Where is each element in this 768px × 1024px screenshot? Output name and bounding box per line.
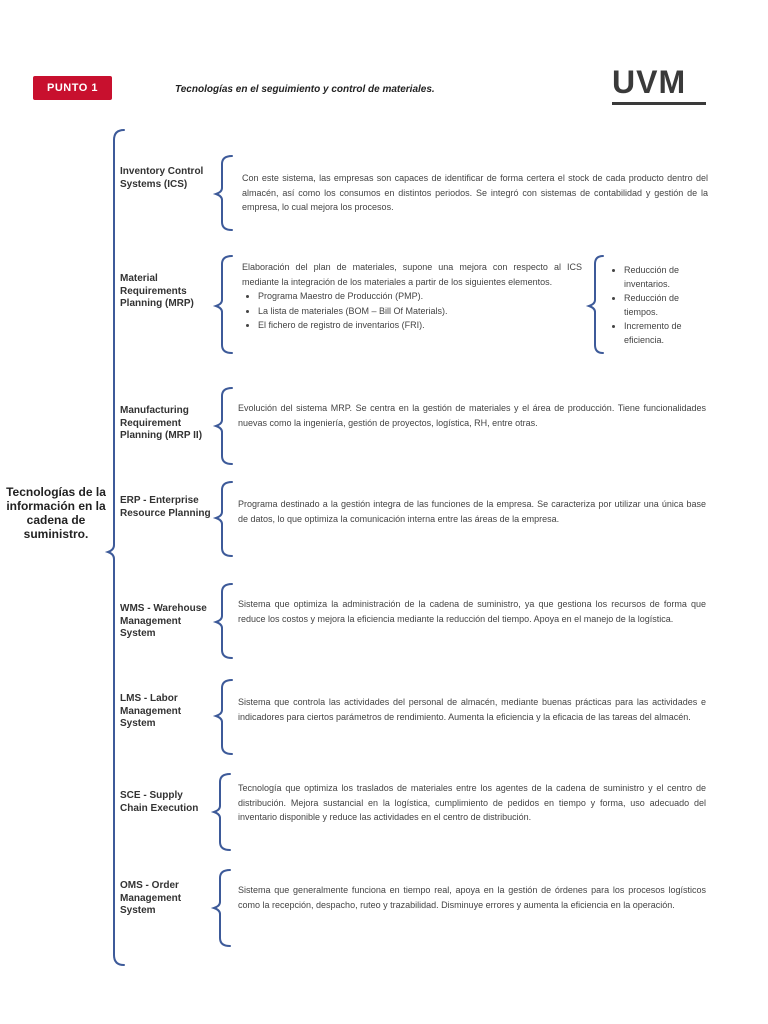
desc-wms: Sistema que optimiza la administración de la cadena de suministro, ya que gestiona los recursos de forma que reduce los costos y mejora la eficiencia mediante la reducción del tiempo. Apoya en el manejo de la logística. xyxy=(238,599,706,624)
label-wms: WMS - Warehouse Management System xyxy=(120,603,207,639)
label-sce: SCE - Supply Chain Execution xyxy=(120,790,199,814)
desc-erp: Programa destinado a la gestión integra de las funciones de la empresa. Se caracteriza por utilizar una única base de datos, lo que optimiza la comunicación interna entre las áreas de la empresa. xyxy=(238,499,706,524)
mrp-element-list xyxy=(242,289,582,333)
desc-lms: Sistema que controla las actividades del personal de almacén, mediante buenas prácticas para las actividades e indicadores para ciertos parámetros de rendimiento. Aumenta la eficiencia y la eficacia de las tareas del almacén. xyxy=(238,697,706,722)
desc-mrp-intro: Elaboración del plan de materiales, supone una mejora con respecto al ICS mediante la integración de los materiales a partir de los siguientes elementos. xyxy=(242,262,582,287)
label-mrp2: Manufacturing Requirement Planning (MRP II) xyxy=(120,405,203,441)
label-oms: OMS - Order Management System xyxy=(120,880,182,916)
mrp-element-item: • El fichero de registro de inventarios (FRI). xyxy=(258,318,582,333)
document-title: Tecnologías en el seguimiento y control de materiales. xyxy=(175,84,435,95)
label-lms: LMS - Labor Management System xyxy=(120,693,182,729)
main-bracket xyxy=(108,130,124,965)
uvm-logo-text: UVM xyxy=(612,64,687,100)
bracket-mrp2 xyxy=(216,388,232,464)
desc-ics: Con este sistema, las empresas son capaces de identificar de forma certera el stock de cada producto dentro del almacén, así como los consumos en distintos periodos. Se integró con sistemas de contabilidad y gestión de la empresa, lo cual mejora los procesos. xyxy=(242,173,708,212)
bracket-mrp-benefits xyxy=(589,256,603,353)
mrp-benefit-list xyxy=(604,263,704,347)
mrp-benefits xyxy=(604,263,704,347)
mrp-benefit-item: • Reducción de tiempos. xyxy=(624,291,704,319)
bracket-mrp xyxy=(216,256,232,353)
desc-mrp2: Evolución del sistema MRP. Se centra en la gestión de materiales y el área de producción. Tiene funcionalidades nuevas como la ingeniería, gestión de proyectos, logística, RH, entre otras. xyxy=(238,403,706,428)
mrp-element-item: • La lista de materiales (BOM – Bill Of Materials). xyxy=(258,304,582,319)
mrp-element-item: • Programa Maestro de Producción (PMP). xyxy=(258,289,582,304)
desc-mrp xyxy=(242,260,582,333)
mrp-benefit-item: • Incremento de eficiencia. xyxy=(624,319,704,347)
bracket-erp xyxy=(216,482,232,556)
label-ics: Inventory Control Systems (ICS) xyxy=(120,166,204,190)
main-topic-title: Tecnologías de la información en la cadena de suministro. xyxy=(6,485,106,541)
bracket-lms xyxy=(216,680,232,754)
punto-badge: PUNTO 1 xyxy=(33,76,112,100)
bracket-ics xyxy=(216,156,232,230)
label-erp: ERP - Enterprise Resource Planning xyxy=(120,495,211,519)
mrp-benefit-item: • Reducción de inventarios. xyxy=(624,263,704,291)
desc-oms: Sistema que generalmente funciona en tiempo real, apoya en la gestión de órdenes para los procesos logísticos como la recepción, despacho, ruteo y trazabilidad. Disminuye errores y aumenta la eficiencia en la operación. xyxy=(238,885,706,910)
label-mrp: Material Requirements Planning (MRP) xyxy=(120,273,194,309)
bracket-oms xyxy=(214,870,230,946)
bracket-wms xyxy=(216,584,232,658)
bracket-sce xyxy=(214,774,230,850)
desc-sce: Tecnología que optimiza los traslados de materiales entre los agentes de la cadena de suministro y el centro de distribución. Mejora sustancial en la logística, cumplimiento de pedidos en tiempo y forma, uso adecuado del inventario disponible y reduce las actividades en el centro de distribución. xyxy=(238,783,706,822)
